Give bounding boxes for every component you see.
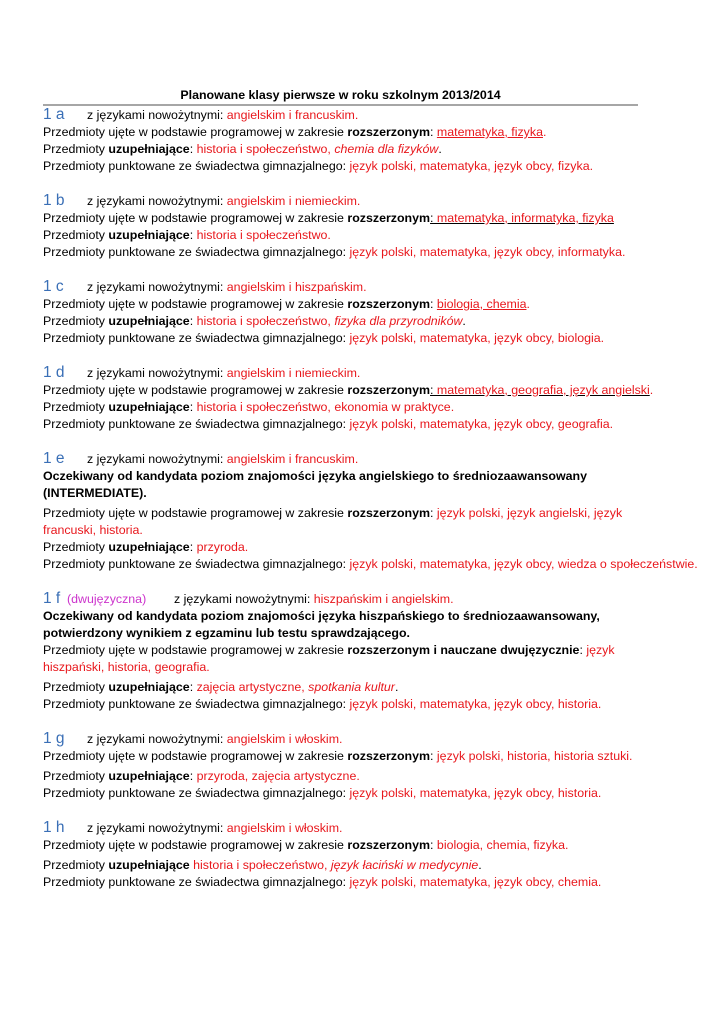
class-label: 1 e (43, 450, 65, 467)
document (43, 88, 698, 891)
languages: angielskim i francuskim. (226, 452, 359, 466)
class-label: 1 g (43, 730, 65, 747)
bilingual-tag: (dwujęzyczna) (67, 592, 147, 606)
extended-subjects: język hiszpański, historia, geografia. (43, 643, 615, 674)
expected-level: Oczekiwany od kandydata poziom znajomości języka hiszpańskiego to średniozaawansowany, potwierdzony wynikiem z egzaminu lub testu sprawdzającego. (43, 609, 600, 640)
supplementary-subjects: historia i społeczeństwo, ekonomia w praktyce. (196, 400, 455, 414)
scored-subjects: język polski, matematyka, język obcy, informatyka. (349, 245, 626, 259)
languages: angielskim i włoskim. (226, 732, 343, 746)
scored-subjects: język polski, matematyka, język obcy, wiedza o społeczeństwie. (349, 557, 698, 571)
supplementary-subjects: zajęcia artystyczne, (196, 680, 309, 694)
languages: angielskim i hiszpańskim. (226, 280, 367, 294)
supplementary-subjects: przyroda. (196, 540, 249, 554)
class-label: 1 h (43, 819, 65, 836)
extended-subjects: matematyka, informatyka, fizyka (433, 211, 614, 225)
class-section-1e: 1 e z językami nowożytnymi: angielskim i francuskim. Oczekiwany od kandydata poziom znajomości języka angielskiego to średniozaawansowany (INTERMEDIATE). Przedmioty ujęte w podstawie programowej w zakresie rozszerzonym: język polski, język angielski, język francuski, historia. Przedmioty uzupełniające: przyroda. Przedmioty punktowane ze świadectwa gimnazjalnego: język polski, matematyka, język obcy, wiedza o społeczeństwie. (43, 450, 698, 571)
class-section-1c: 1 c z językami nowożytnymi: angielskim i hiszpańskim. Przedmioty ujęte w podstawie programowej w zakresie rozszerzonym: biologia, chemia. Przedmioty uzupełniające: historia i społeczeństwo, fizyka dla przyrodników. Przedmioty punktowane ze świadectwa gimnazjalnego: język polski, matematyka, język obcy, biologia. (43, 278, 605, 345)
extended-subjects: biologia, chemia (436, 297, 527, 311)
languages: angielskim i niemieckim. (226, 366, 361, 380)
expected-level: Oczekiwany od kandydata poziom znajomości języka angielskiego to średniozaawansowany (INTERMEDIATE). (43, 469, 587, 500)
supplementary-subjects: historia i społeczeństwo, (193, 858, 331, 872)
class-section-1b: 1 b z językami nowożytnymi: angielskim i niemieckim. Przedmioty ujęte w podstawie programowej w zakresie rozszerzonym: matematyka, informatyka, fizyka Przedmioty uzupełniające: historia i społeczeństwo. Przedmioty punktowane ze świadectwa gimnazjalnego: język polski, matematyka, język obcy, informatyka. (43, 192, 626, 259)
scored-subjects: język polski, matematyka, język obcy, fizyka. (349, 159, 594, 173)
languages: angielskim i niemieckim. (226, 194, 361, 208)
class-label: 1 c (43, 278, 64, 295)
extended-subjects: matematyka, geografia, język angielski (433, 383, 650, 397)
scored-subjects: język polski, matematyka, język obcy, historia. (349, 786, 602, 800)
class-section-1h: 1 h z językami nowożytnymi: angielskim i włoskim. Przedmioty ujęte w podstawie programowej w zakresie rozszerzonym: biologia, chemia, fizyka. Przedmioty uzupełniające historia i społeczeństwo, język łaciński w medycynie. Przedmioty punktowane ze świadectwa gimnazjalnego: język polski, matematyka, język obcy, chemia. (43, 819, 602, 889)
supplementary-subjects: historia i społeczeństwo, (196, 314, 335, 328)
scored-subjects: język polski, matematyka, język obcy, historia. (349, 697, 602, 711)
class-label: 1 b (43, 192, 65, 209)
supplementary-subjects: przyroda, zajęcia artystyczne. (196, 769, 360, 783)
class-label: 1 a (43, 106, 65, 123)
class-section-1g: 1 g z językami nowożytnymi: angielskim i włoskim. Przedmioty ujęte w podstawie programowej w zakresie rozszerzonym: język polski, historia, historia sztuki. Przedmioty uzupełniające: przyroda, zajęcia artystyczne. Przedmioty punktowane ze świadectwa gimnazjalnego: język polski, matematyka, język obcy, historia. (43, 730, 633, 800)
class-label: 1 d (43, 364, 65, 381)
scored-subjects: język polski, matematyka, język obcy, biologia. (349, 331, 605, 345)
extended-subjects: język polski, język angielski, język francuski, historia. (43, 506, 623, 537)
extended-subjects: biologia, chemia, fizyka. (436, 838, 569, 852)
class-section-1f: 1 f (dwujęzyczna) z językami nowożytnymi: hiszpańskim i angielskim. Oczekiwany od kandydata poziom znajomości języka hiszpańskiego to średniozaawansowany, potwierdzony wynikiem z egzaminu lub testu sprawdzającego. Przedmioty ujęte w podstawie programowej w zakresie rozszerzonym i nauczane dwujęzycznie: język hiszpański, historia, geografia. Przedmioty uzupełniające: zajęcia artystyczne, spotkania kultur. Przedmioty punktowane ze świadectwa gimnazjalnego: język polski, matematyka, język obcy, historia. (43, 590, 683, 713)
class-section-1a: 1 a z językami nowożytnymi: angielskim i francuskim. Przedmioty ujęte w podstawie programowej w zakresie rozszerzonym: matematyka, fizyka. Przedmioty uzupełniające: historia i społeczeństwo, chemia dla fizyków. Przedmioty punktowane ze świadectwa gimnazjalnego: język polski, matematyka, język obcy, fizyka. (43, 106, 594, 173)
languages: hiszpańskim i angielskim. (313, 592, 454, 606)
languages: angielskim i francuskim. (226, 108, 359, 122)
supplementary-subjects: historia i społeczeństwo, (196, 142, 335, 156)
class-section-1d: 1 d z językami nowożytnymi: angielskim i niemieckim. Przedmioty ujęte w podstawie programowej w zakresie rozszerzonym: matematyka, geografia, język angielski. Przedmioty uzupełniające: historia i społeczeństwo, ekonomia w praktyce. Przedmioty punktowane ze świadectwa gimnazjalnego: język polski, matematyka, język obcy, geografia. (43, 364, 654, 431)
extended-subjects: matematyka, fizyka (436, 125, 543, 139)
languages: angielskim i włoskim. (226, 821, 343, 835)
page-title: Planowane klasy pierwsze w roku szkolnym 2013/2014 (43, 88, 638, 106)
class-label: 1 f (43, 590, 61, 607)
scored-subjects: język polski, matematyka, język obcy, chemia. (349, 875, 602, 889)
supplementary-subjects: historia i społeczeństwo. (196, 228, 331, 242)
scored-subjects: język polski, matematyka, język obcy, geografia. (349, 417, 614, 431)
extended-subjects: język polski, historia, historia sztuki. (436, 749, 633, 763)
